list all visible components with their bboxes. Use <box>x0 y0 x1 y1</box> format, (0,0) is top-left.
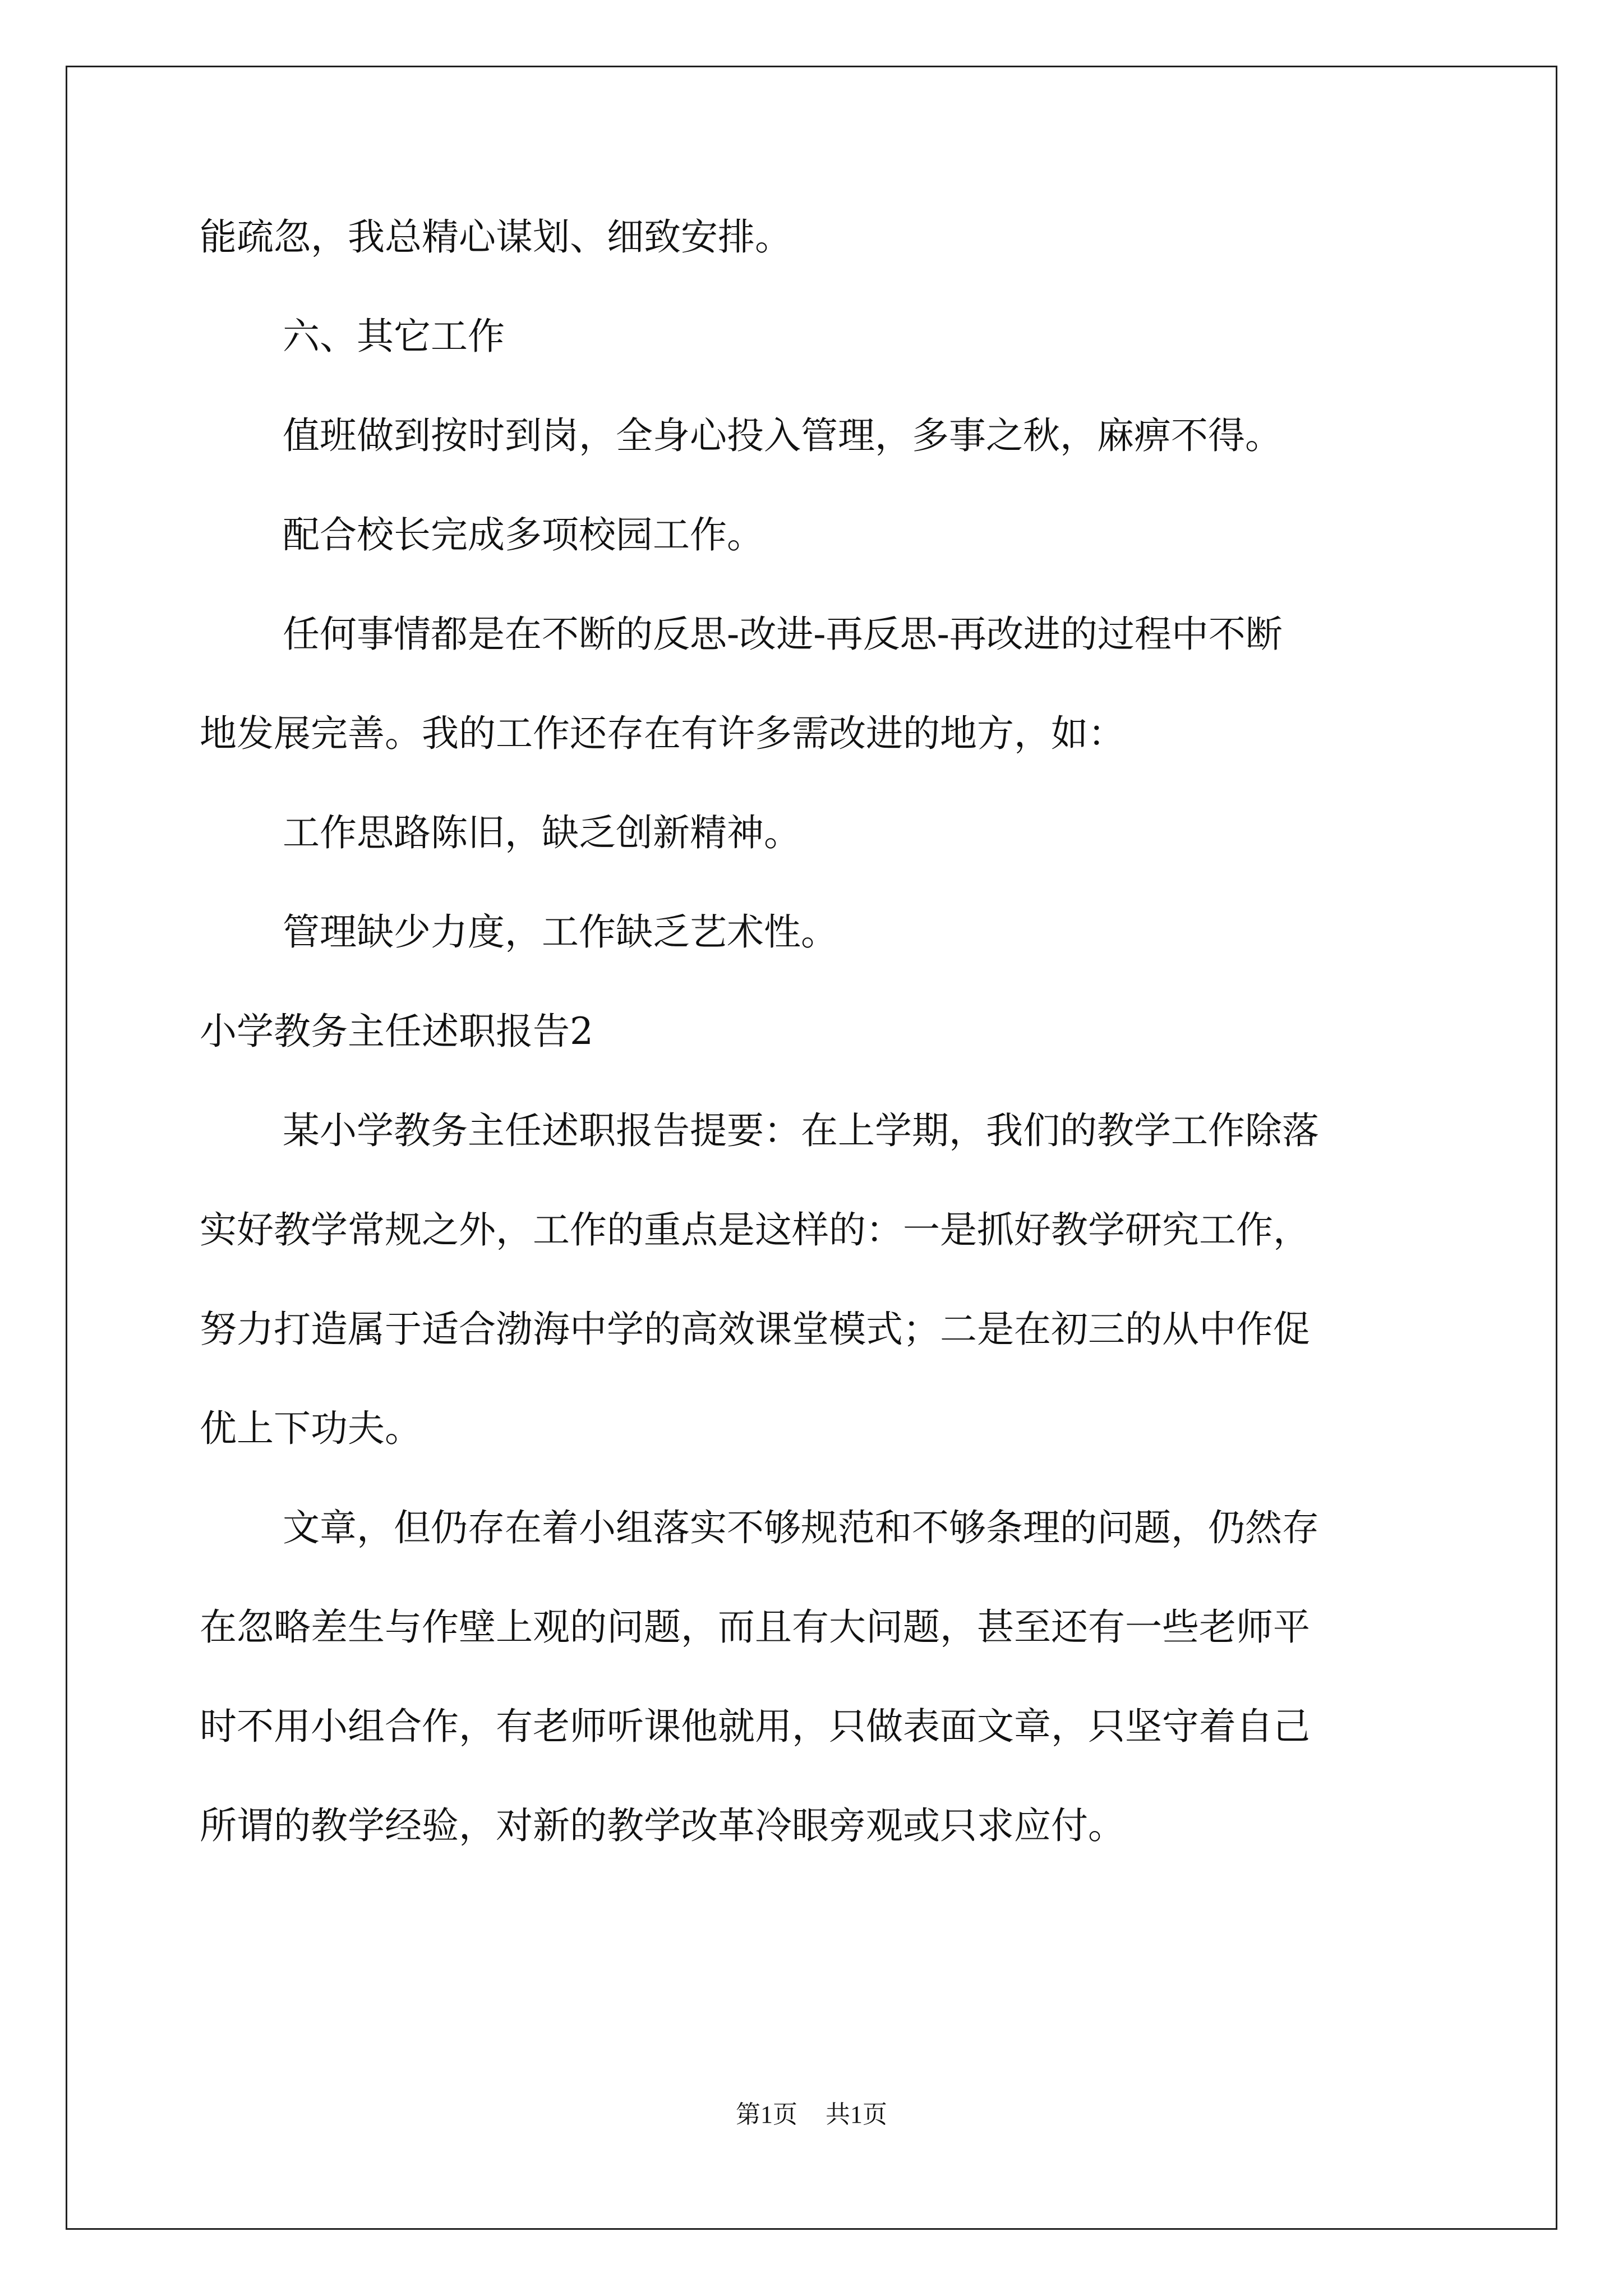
text-line: 值班做到按时到岗，全身心投入管理，多事之秋，麻痹不得。 <box>283 414 1282 457</box>
text-line: 某小学教务主任述职报告提要：在上学期，我们的教学工作除落 <box>283 1109 1319 1152</box>
text-line: 配合校长完成多项校园工作。 <box>283 513 764 556</box>
text-line: 实好教学常规之外，工作的重点是这样的：一是抓好教学研究工作， <box>200 1208 1310 1251</box>
text-line: 时不用小组合作，有老师听课他就用，只做表面文章，只坚守着自己 <box>200 1705 1310 1748</box>
text-line: 能疏忽，我总精心谋划、细致安排。 <box>200 215 792 259</box>
page-total: 共1页 <box>826 2101 887 2128</box>
page-number: 第1页 <box>736 2101 797 2128</box>
text-line: 文章，但仍存在着小组落实不够规范和不够条理的问题，仍然存 <box>283 1506 1319 1549</box>
text-line: 管理缺少力度，工作缺乏艺术性。 <box>283 910 838 954</box>
text-line: 任何事情都是在不断的反思-改进-再反思-再改进的过程中不断 <box>283 613 1283 656</box>
text-line: 在忽略差生与作壁上观的问题，而且有大问题，甚至还有一些老师平 <box>200 1605 1310 1649</box>
report-title: 小学教务主任述职报告2 <box>200 1010 593 1053</box>
section-heading: 六、其它工作 <box>283 315 505 358</box>
text-line: 地发展完善。我的工作还存在有许多需改进的地方，如： <box>200 712 1125 755</box>
text-line: 努力打造属于适合渤海中学的高效课堂模式；二是在初三的从中作促 <box>200 1308 1310 1351</box>
document-body <box>200 210 1433 1898</box>
text-line: 优上下功夫。 <box>200 1407 422 1450</box>
text-line: 工作思路陈旧，缺乏创新精神。 <box>283 811 801 854</box>
text-line: 所谓的教学经验，对新的教学改革冷眼旁观或只求应付。 <box>200 1804 1125 1847</box>
page-footer <box>0 2094 1623 2130</box>
